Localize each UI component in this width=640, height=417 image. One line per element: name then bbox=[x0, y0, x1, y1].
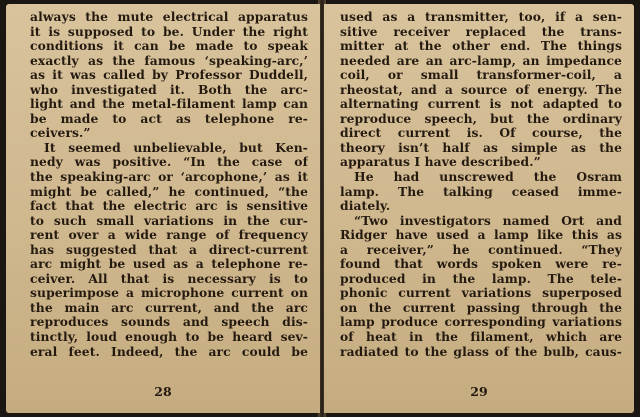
text-line: reproduce speech, but the ordinary bbox=[340, 111, 622, 126]
text-line: superimpose a microphone current on bbox=[30, 286, 308, 301]
text-line: exactly as the famous ‘speaking-arc,’ bbox=[30, 53, 308, 68]
page-number: 28 bbox=[154, 384, 172, 399]
left-page-text bbox=[30, 10, 308, 359]
text-line: radiated to the glass of the bulb, caus- bbox=[340, 344, 622, 359]
text-line: produced in the lamp. The tele- bbox=[340, 271, 622, 286]
text-line: direct current is. Of course, the bbox=[340, 126, 622, 141]
text-line: apparatus I have described.” bbox=[340, 155, 541, 170]
text-line: Ridger have used a lamp like this as bbox=[340, 228, 622, 243]
text-line: theory isn’t half as simple as the bbox=[340, 140, 622, 155]
text-line: needed are an arc-lamp, an impedance bbox=[340, 53, 622, 68]
text-line: on the current passing through the bbox=[340, 300, 622, 315]
right-page bbox=[324, 4, 634, 413]
text-line: arc might be used as a telephone re- bbox=[30, 257, 308, 272]
text-line: eral feet. Indeed, the arc could be bbox=[30, 344, 308, 359]
text-line: has suggested that a direct-current bbox=[30, 242, 308, 257]
text-line: sitive receiver replaced the trans- bbox=[340, 24, 622, 39]
text-line: as it was called by Professor Duddell, bbox=[30, 68, 308, 83]
text-line: who investigated it. Both the arc- bbox=[30, 82, 308, 97]
text-line: mitter at the other end. The things bbox=[340, 39, 622, 54]
text-line: always the mute electrical apparatus bbox=[30, 10, 308, 24]
text-line: used as a transmitter, too, if a sen- bbox=[340, 10, 622, 24]
text-line: tinctly, loud enough to be heard sev- bbox=[30, 330, 308, 345]
text-line: a receiver,” he continued. “They bbox=[340, 242, 622, 257]
right-page-text bbox=[340, 10, 622, 359]
left-page bbox=[6, 4, 320, 413]
text-line: rheostat, and a source of energy. The bbox=[340, 82, 622, 97]
text-line: diately. bbox=[340, 199, 391, 214]
text-line: fact that the electric arc is sensitive bbox=[30, 199, 308, 214]
text-line: to such small variations in the cur- bbox=[30, 213, 308, 228]
text-line: found that words spoken were re- bbox=[340, 257, 622, 272]
text-line: lamp produce corresponding variations bbox=[340, 315, 622, 330]
page-number: 29 bbox=[470, 384, 488, 399]
text-line: phonic current variations superposed bbox=[340, 286, 622, 301]
text-line: ceivers.” bbox=[30, 126, 91, 141]
text-line: lamp. The talking ceased imme- bbox=[340, 184, 622, 199]
text-line: ceiver. All that is necessary is to bbox=[30, 271, 308, 286]
text-line: reproduces sounds and speech dis- bbox=[30, 315, 308, 330]
text-line: It seemed unbelievable, but Ken- bbox=[44, 140, 308, 155]
text-line: rent over a wide range of frequency bbox=[30, 228, 308, 243]
text-line: conditions it can be made to speak bbox=[30, 39, 308, 54]
text-line: nedy was positive. “In the case of bbox=[30, 155, 308, 170]
text-line: light and the metal-filament lamp can bbox=[30, 97, 308, 112]
text-line: coil, or small transformer-coil, a bbox=[340, 68, 622, 83]
text-line: be made to act as telephone re- bbox=[30, 111, 308, 126]
text-line: He had unscrewed the Osram bbox=[354, 170, 622, 185]
text-line: of heat in the filament, which are bbox=[340, 330, 622, 345]
text-line: “Two investigators named Ort and bbox=[354, 213, 622, 228]
text-line: the main arc current, and the arc bbox=[30, 300, 308, 315]
text-line: it is supposed to be. Under the right bbox=[30, 24, 308, 39]
text-line: alternating current is not adapted to bbox=[340, 97, 622, 112]
text-line: might be called,” he continued, “the bbox=[30, 184, 308, 199]
text-line: the speaking-arc or ‘arcophone,’ as it bbox=[30, 170, 308, 185]
